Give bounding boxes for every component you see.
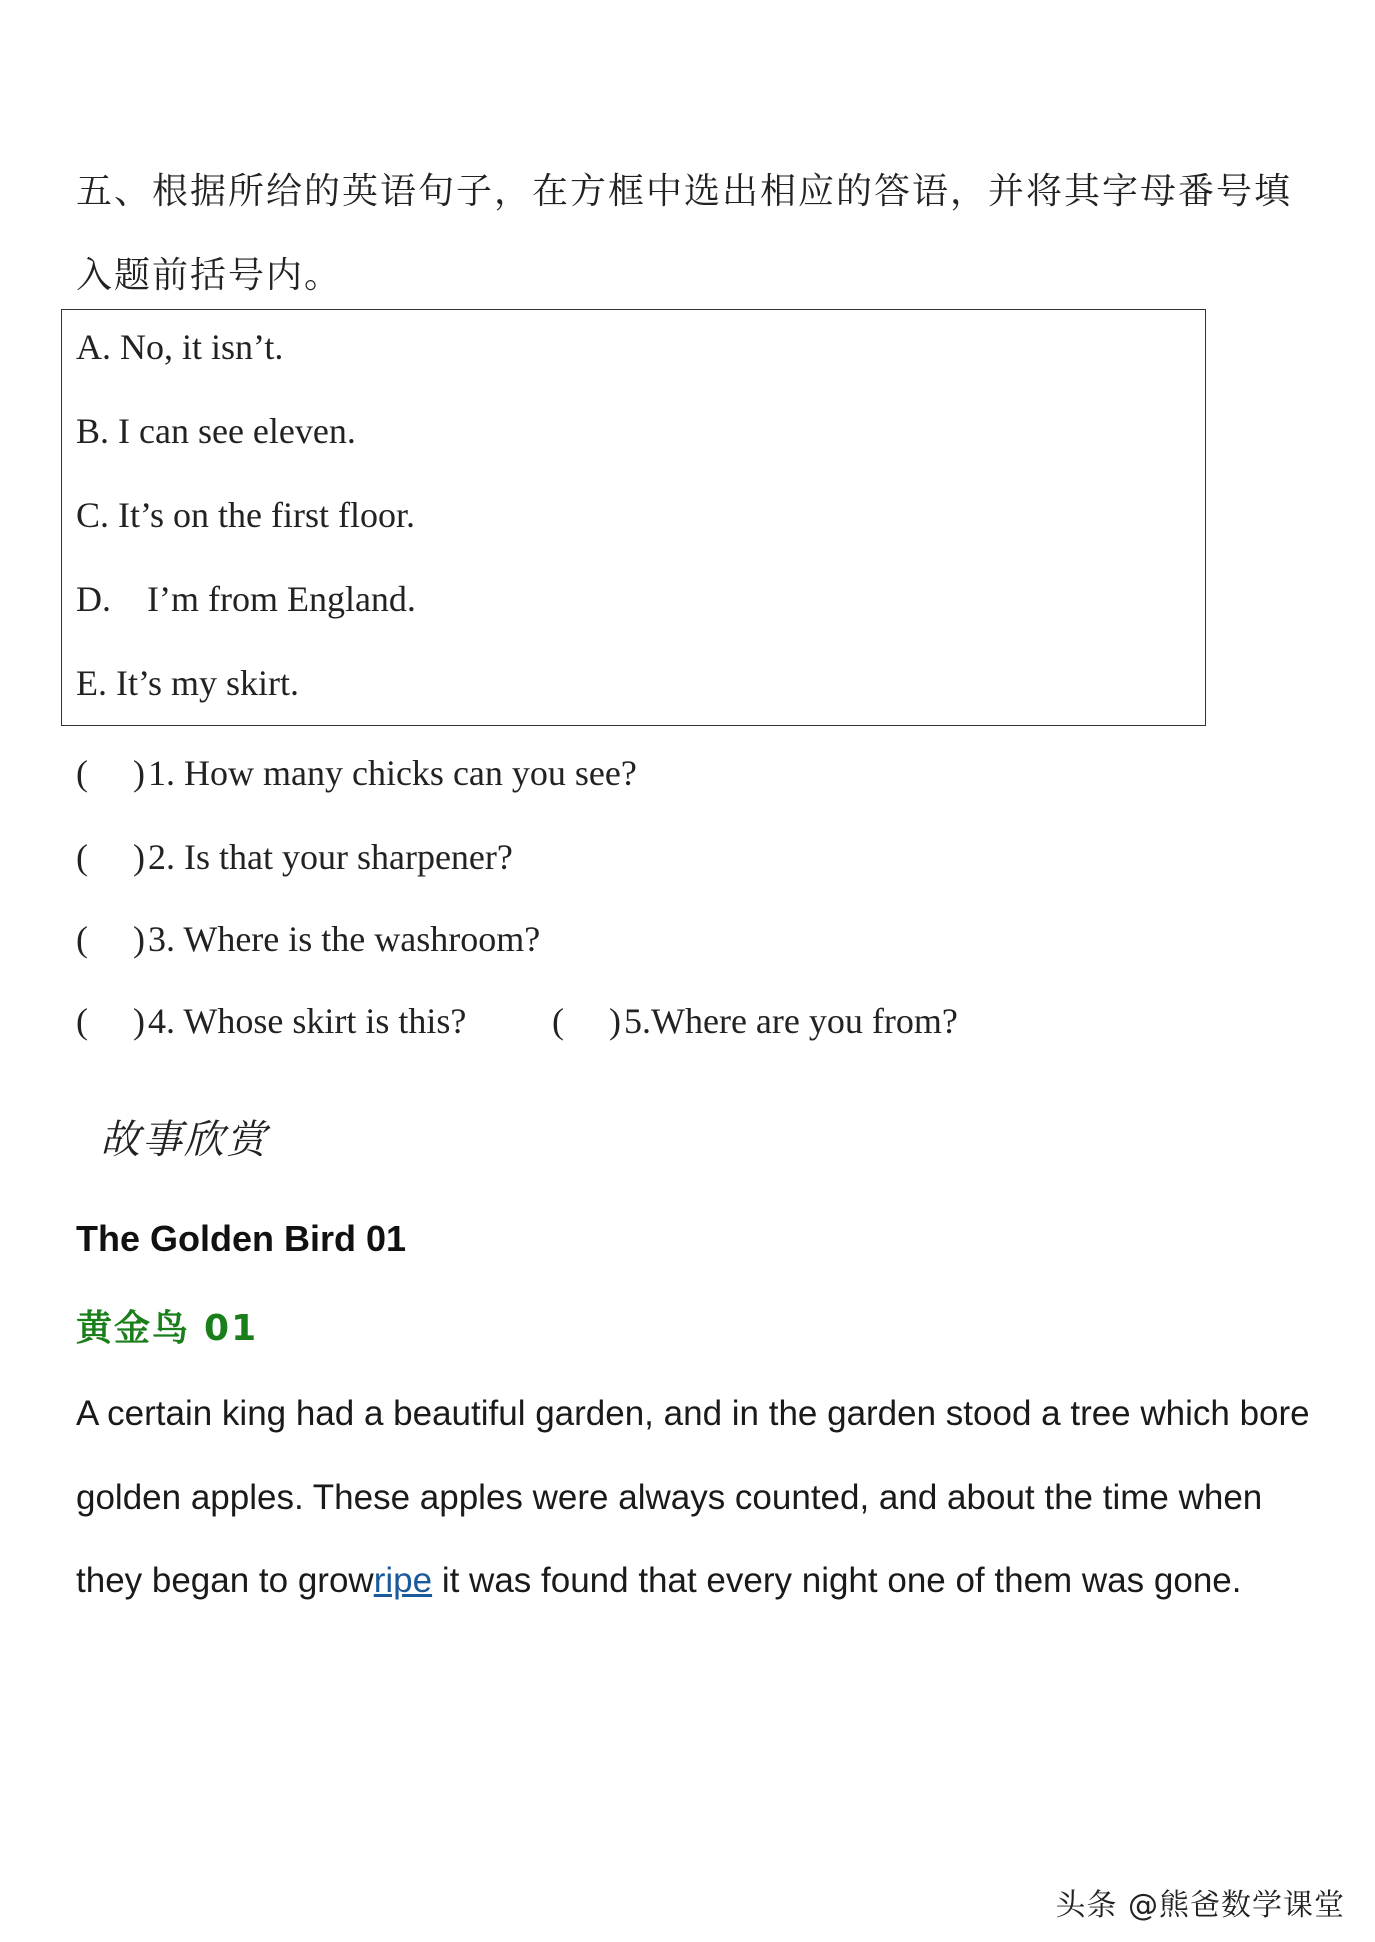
story-paragraph [76,1372,1326,1623]
option-e [76,662,299,704]
vocab-link-ripe[interactable]: ripe [373,1561,433,1600]
question-text: 5.Where are you from? [624,1001,958,1041]
answer-blank[interactable]: ( ) [76,919,145,959]
option-b [76,410,356,452]
story-title-english: The Golden Bird 01 [76,1218,407,1259]
question-5 [552,1000,958,1042]
question-3 [76,918,540,960]
option-text: No, it isn’t. [120,327,284,367]
story-title-zh-number: 01 [204,1308,259,1349]
option-text: It’s on the first floor. [118,495,415,535]
answer-blank[interactable]: ( ) [552,1001,621,1041]
option-letter: D. [76,579,111,619]
watermark-credit: 头条 @熊爸数学课堂 [1055,1888,1345,1923]
story-title-chinese [76,1300,258,1351]
answer-options-box [61,309,1206,726]
question-text: 2. Is that your sharpener? [148,837,513,877]
option-c [76,494,415,536]
question-text: 3. Where is the washroom? [148,919,541,959]
option-letter: C. [76,495,110,535]
option-text: I’m from England. [147,579,416,619]
story-title-zh-text: 黄金鸟 [76,1308,191,1349]
question-4 [76,1000,466,1042]
question-2 [76,836,513,878]
question-1 [76,752,637,794]
story-text-before-link: A certain king had a beautiful garden, and in the garden stood a tree which bore golden apples. These apples were always counted, and about the time when they began to grow [76,1394,1310,1600]
question-text: 1. How many chicks can you see? [148,753,637,793]
option-text: I can see eleven. [118,411,356,451]
option-letter: A. [76,327,111,367]
answer-blank[interactable]: ( ) [76,1001,145,1041]
answer-blank[interactable]: ( ) [76,753,145,793]
option-text: It’s my skirt. [116,663,300,703]
option-a [76,326,283,368]
question-text: 4. Whose skirt is this? [148,1001,467,1041]
story-section-header: 故事欣赏 [100,1117,268,1163]
option-letter: B. [76,411,110,451]
story-text-after-link: it was found that every night one of them was gone. [432,1561,1242,1600]
option-letter: E. [76,663,107,703]
exercise-instruction: 五、根据所给的英语句子，在方框中选出相应的答语，并将其字母番号填入题前括号内。 [76,171,1293,296]
option-d [76,578,416,620]
answer-blank[interactable]: ( ) [76,837,145,877]
